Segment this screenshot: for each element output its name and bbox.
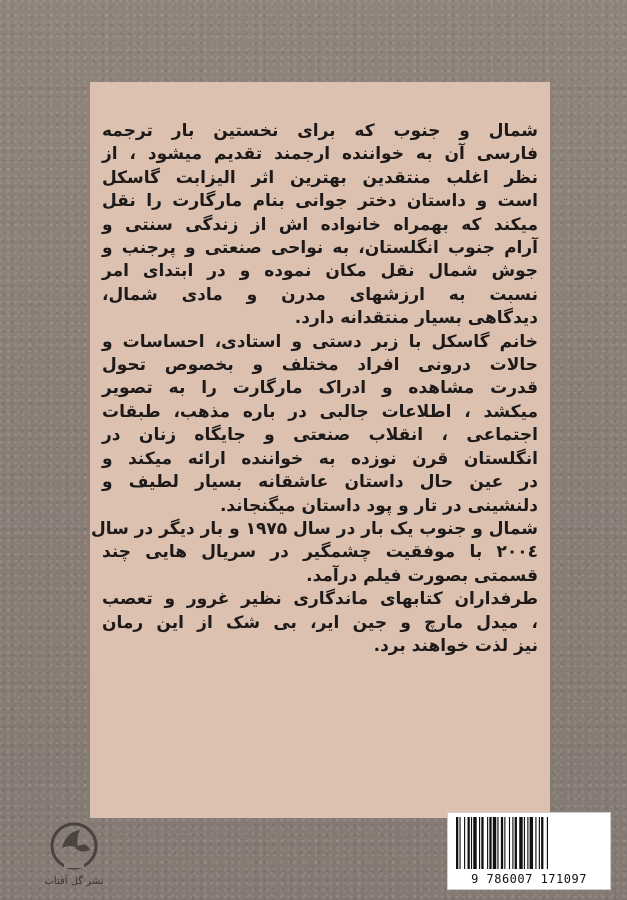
text-line: میکند که بهمراه خانواده اش از زندگی سنتی و <box>102 214 538 235</box>
text-line: شمال و جنوب که برای نخستین بار ترجمه <box>102 121 538 141</box>
barcode-bars-icon <box>456 817 602 869</box>
isbn-digits: 9 786007 171097 <box>471 872 587 886</box>
isbn-barcode <box>447 812 611 890</box>
text-line: ، میدل مارچ و جین ایر، بی شک از این رمان <box>102 612 538 633</box>
text-line: انگلستان قرن نوزده به خواننده ارائه میکند و <box>102 448 538 469</box>
text-line: خانم گاسکل با زبر دستی و استادی، احساسات و <box>102 331 538 352</box>
text-line: در عین حال داستان عاشقانه بسیار لطیف و <box>102 472 538 493</box>
text-line: شمال و جنوب یک بار در سال ۱۹۷۵ و بار دیگر در سال <box>90 518 538 539</box>
text-line: نسبت به ارزشهای مدرن و مادی شمال، <box>102 284 538 305</box>
text-line: نیز لذت خواهند برد. <box>373 635 538 656</box>
text-line: قدرت مشاهده و ادراک مارگارت را به تصویر <box>102 378 538 399</box>
text-line: طرفداران کتابهای ماندگاری نظیر غرور و تعصب <box>102 589 538 610</box>
text-line: قسمتی بصورت فیلم درآمد. <box>306 565 538 586</box>
text-line: حالات درونی افراد مختلف و بخصوص تحول <box>102 355 538 376</box>
text-line: جوش شمال نقل مکان نموده و در ابتدای امر <box>102 261 538 282</box>
text-line: ۲۰۰٤ با موفقیت چشمگیر در سریال هایی چند <box>102 542 538 563</box>
back-cover-text-panel <box>90 82 550 818</box>
sunflower-logo-icon <box>42 818 106 874</box>
publisher-name: نشر گل آفتاب <box>44 876 104 887</box>
synopsis-text <box>90 120 538 658</box>
text-line: میکشد ، اطلاعات جالبی در باره مذهب، طبقات <box>102 401 538 422</box>
text-line: آرام جنوب انگلستان، به نواحی صنعتی و پرجنب و <box>102 238 538 259</box>
text-line: اجتماعی ، انقلاب صنعتی و جایگاه زنان در <box>102 425 538 446</box>
publisher-logo <box>42 818 106 896</box>
text-line: دلنشینی در تار و پود داستان میگنجاند. <box>219 495 538 516</box>
text-line: دیدگاهی بسیار منتقدانه دارد. <box>294 308 538 329</box>
text-line: فارسی آن به خواننده ارجمند تقدیم میشود ، از <box>102 144 538 165</box>
text-line: است و داستان دختر جوانی بنام مارگارت را نقل <box>102 191 538 212</box>
text-line: نظر اغلب منتقدین بهترین اثر الیزابت گاسکل <box>102 167 538 188</box>
